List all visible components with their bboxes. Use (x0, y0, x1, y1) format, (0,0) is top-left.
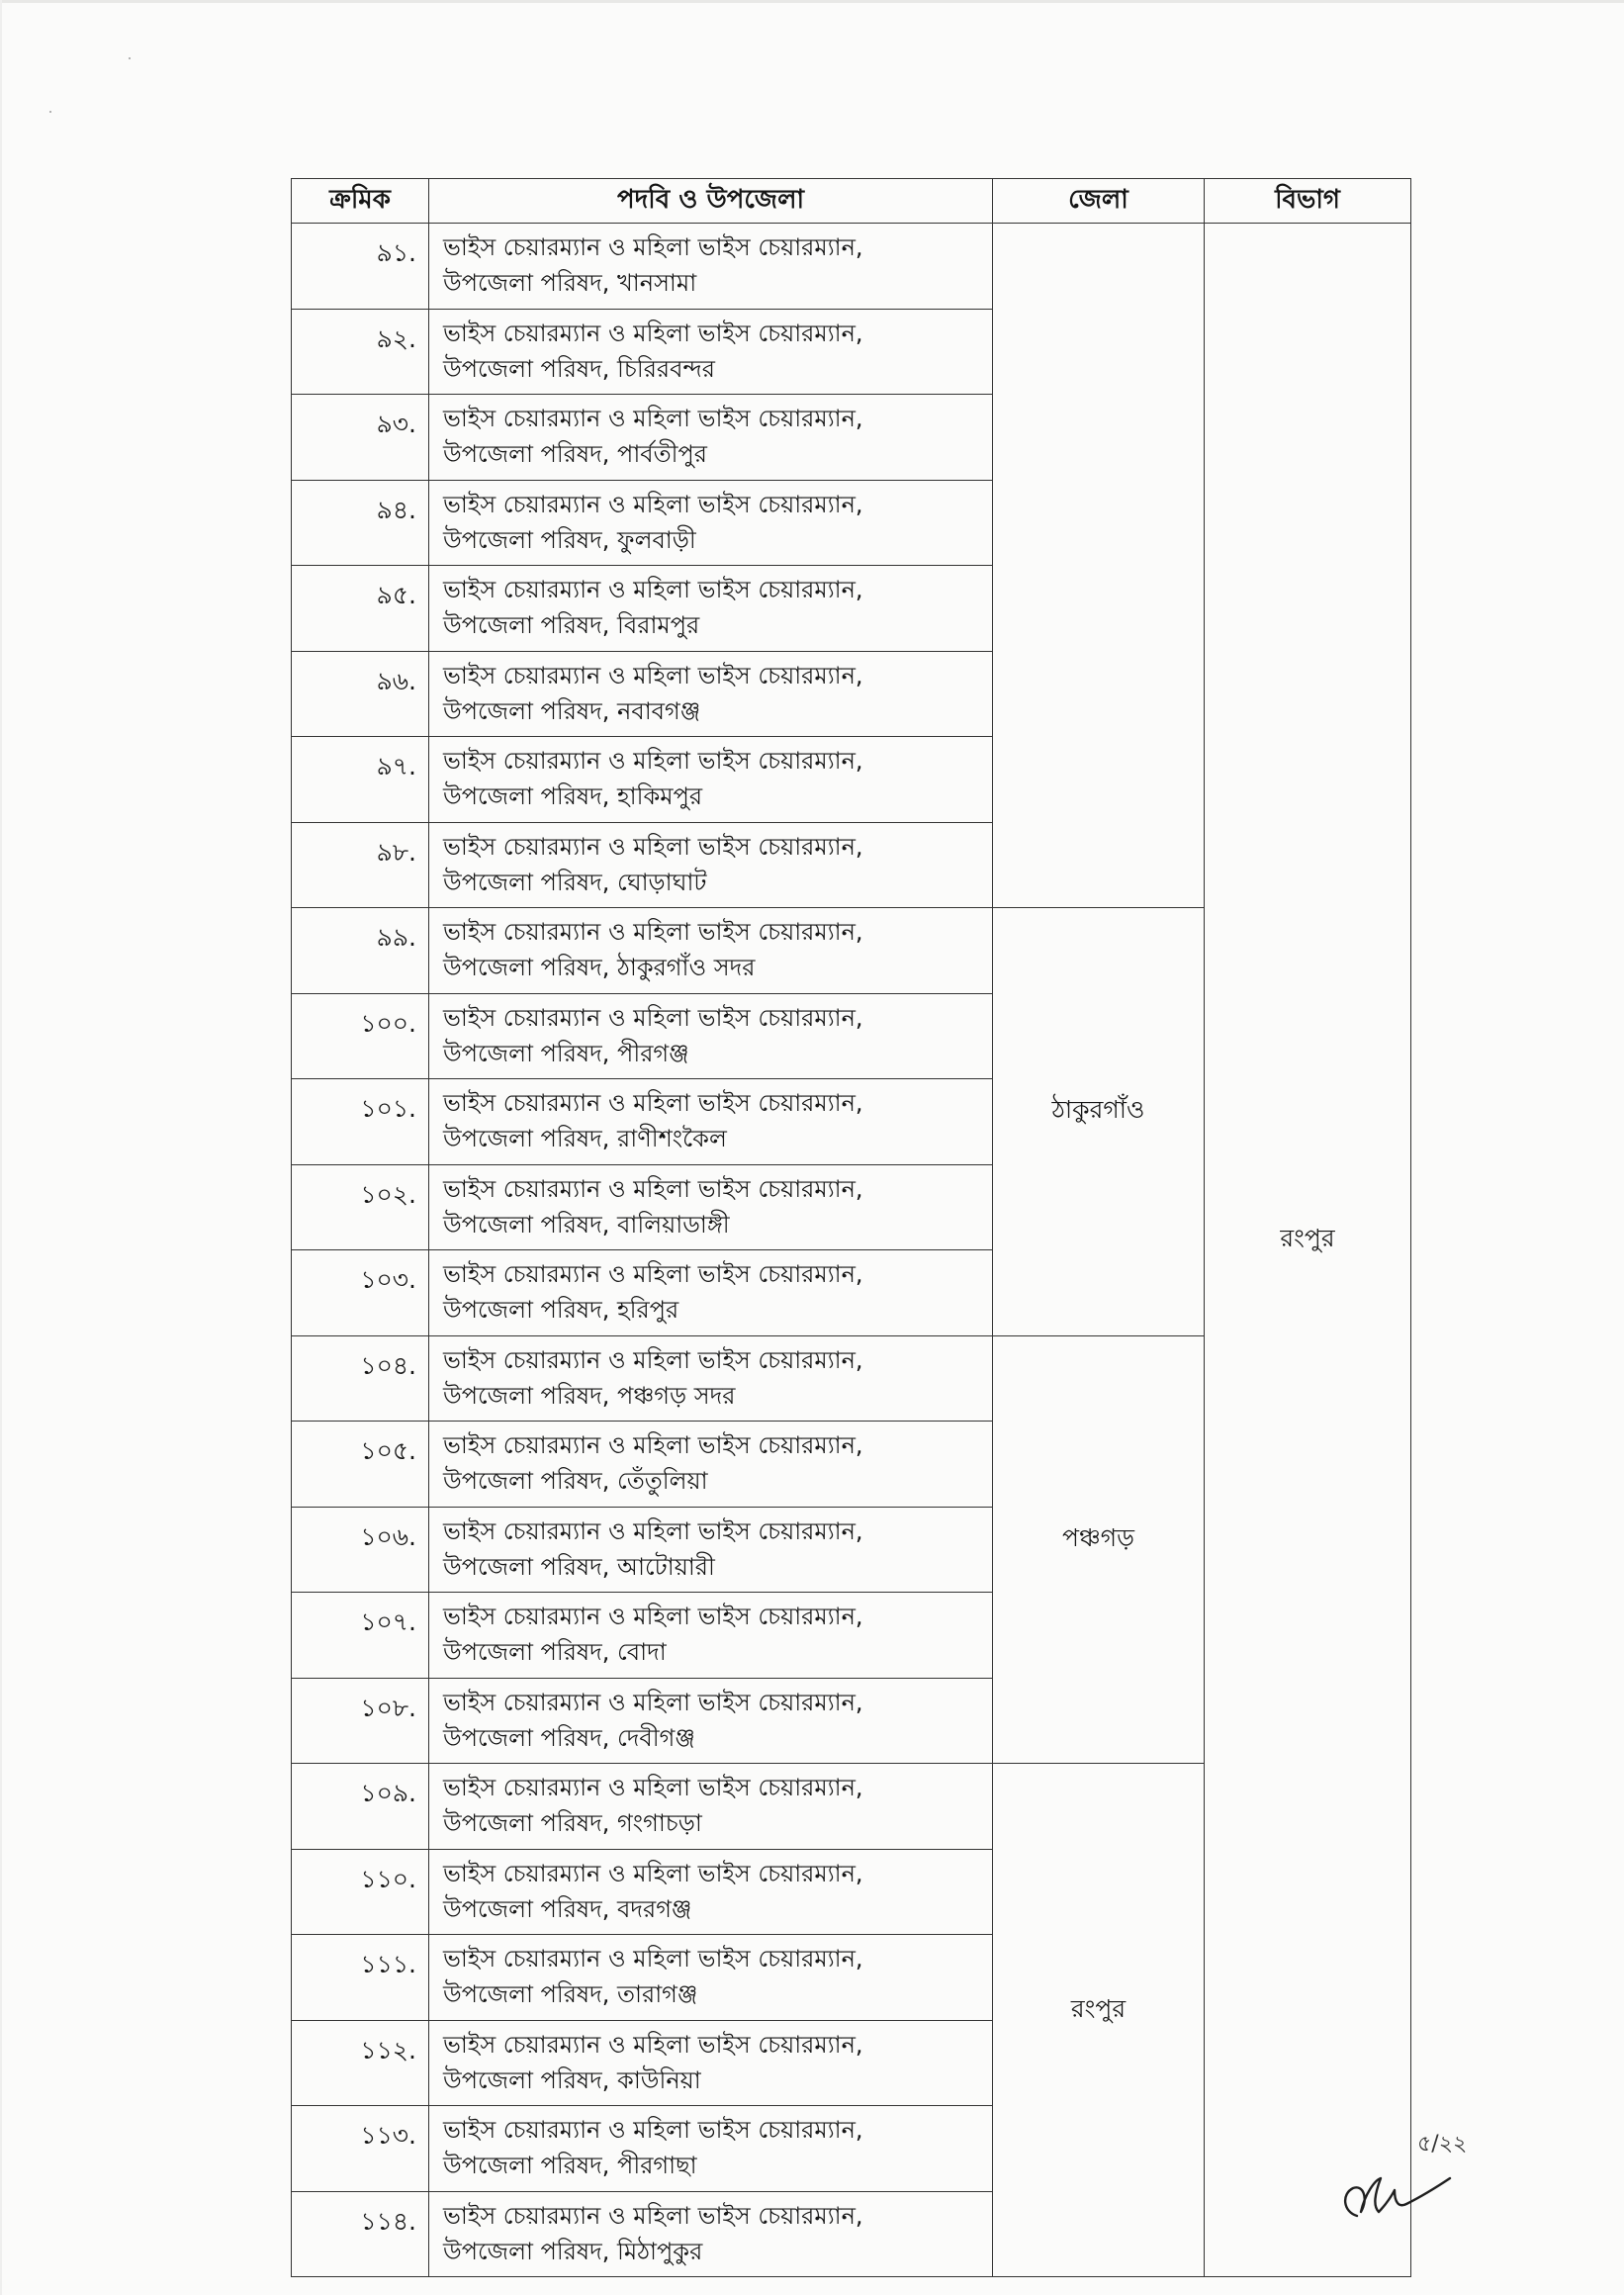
serial-cell: ৯৭. (292, 737, 429, 823)
post-cell (429, 224, 993, 310)
post-cell (429, 1422, 993, 1508)
upazila-name: উপজেলা পরিষদ, চিরিরবন্দর (443, 354, 715, 383)
serial-cell: ১০৪. (292, 1335, 429, 1422)
post-title: ভাইস চেয়ারম্যান ও মহিলা ভাইস চেয়ারম্যান, (443, 1174, 863, 1203)
serial-cell: ৯৪. (292, 480, 429, 566)
roster-body (292, 224, 1411, 2277)
post-cell (429, 993, 993, 1079)
upazila-name: উপজেলা পরিষদ, রাণীশংকৈল (443, 1125, 727, 1152)
upazila-name: উপজেলা পরিষদ, পার্বতীপুর (443, 440, 708, 468)
upazila-name: উপজেলা পরিষদ, গংগাচড়া (443, 1809, 702, 1837)
post-cell (429, 908, 993, 994)
serial-cell: ১০০. (292, 993, 429, 1079)
serial-cell: ১১৪. (292, 2191, 429, 2277)
upazila-name: উপজেলা পরিষদ, পীরগঞ্জ (443, 1039, 689, 1067)
post-title: ভাইস চেয়ারম্যান ও মহিলা ভাইস চেয়ারম্যান, (443, 1089, 863, 1117)
upazila-name: উপজেলা পরিষদ, বালিয়াডাঙ্গী (443, 1210, 730, 1239)
district-cell (993, 224, 1205, 908)
upazila-name: উপজেলা পরিষদ, হরিপুর (443, 1296, 679, 1324)
serial-cell: ১০১. (292, 1079, 429, 1165)
post-title: ভাইস চেয়ারম্যান ও মহিলা ভাইস চেয়ারম্যান, (443, 1688, 863, 1716)
post-cell (429, 651, 993, 737)
serial-cell: ১০৫. (292, 1422, 429, 1508)
post-title: ভাইস চেয়ারম্যান ও মহিলা ভাইস চেয়ারম্যান, (443, 2030, 863, 2059)
post-title: ভাইস চেয়ারম্যান ও মহিলা ভাইস চেয়ারম্যান, (443, 233, 863, 261)
post-cell (429, 1764, 993, 1850)
post-cell (429, 1164, 993, 1250)
post-title: ভাইস চেয়ারম্যান ও মহিলা ভাইস চেয়ারম্যান, (443, 1859, 863, 1887)
scan-speck (49, 111, 51, 113)
header-district: জেলা (993, 179, 1205, 224)
district-cell (993, 1335, 1205, 1764)
serial-cell: ৯৯. (292, 908, 429, 994)
post-cell (429, 566, 993, 652)
upazila-name: উপজেলা পরিষদ, ফুলবাড়ী (443, 525, 696, 554)
post-cell (429, 1678, 993, 1764)
page-number: ৫/২২ (1417, 2132, 1468, 2157)
post-cell (429, 2106, 993, 2192)
upazila-name: উপজেলা পরিষদ, বোদা (443, 1638, 667, 1666)
post-title: ভাইস চেয়ারম্যান ও মহিলা ভাইস চেয়ারম্যান, (443, 1260, 863, 1288)
post-cell (429, 1250, 993, 1336)
district-name: ঠাকুরগাঁও (1051, 1095, 1145, 1125)
scan-speck (129, 57, 131, 59)
upazila-name: উপজেলা পরিষদ, কাউনিয়া (443, 2066, 701, 2094)
post-title: ভাইস চেয়ারম্যান ও মহিলা ভাইস চেয়ারম্যান, (443, 1774, 863, 1801)
district-cell (993, 908, 1205, 1336)
serial-cell: ১১৩. (292, 2106, 429, 2192)
upazila-name: উপজেলা পরিষদ, আটোয়ারী (443, 1552, 715, 1581)
division-cell (1205, 224, 1411, 2277)
post-title: ভাইস চেয়ারম্যান ও মহিলা ভাইস চেয়ারম্যান, (443, 2201, 863, 2230)
serial-cell: ১০৭. (292, 1593, 429, 1679)
serial-cell: ৯৩. (292, 395, 429, 481)
serial-cell: ১০২. (292, 1164, 429, 1250)
serial-cell: ১০৯. (292, 1764, 429, 1850)
serial-cell: ৯৫. (292, 566, 429, 652)
district-cell (993, 1764, 1205, 2277)
serial-cell: ৯৮. (292, 822, 429, 908)
upazila-name: উপজেলা পরিষদ, ঘোড়াঘাট (443, 868, 707, 896)
signature-mark (1335, 2155, 1454, 2226)
header-serial: ক্রমিক (292, 179, 429, 224)
upazila-name: উপজেলা পরিষদ, দেবীগঞ্জ (443, 1723, 695, 1752)
post-title: ভাইস চেয়ারম্যান ও মহিলা ভাইস চেয়ারম্যান, (443, 319, 863, 347)
upazila-name: উপজেলা পরিষদ, তারাগঞ্জ (443, 1980, 698, 2008)
post-title: ভাইস চেয়ারম্যান ও মহিলা ভাইস চেয়ারম্যান, (443, 661, 863, 689)
post-title: ভাইস চেয়ারম্যান ও মহিলা ভাইস চেয়ারম্যান, (443, 576, 863, 603)
upazila-name: উপজেলা পরিষদ, মিঠাপুকুর (443, 2237, 703, 2265)
post-title: ভাইস চেয়ারম্যান ও মহিলা ভাইস চেয়ারম্যান, (443, 405, 863, 432)
serial-cell: ১১০. (292, 1849, 429, 1935)
upazila-name: উপজেলা পরিষদ, খানসামা (443, 269, 697, 297)
post-cell (429, 309, 993, 395)
table-row (292, 224, 1411, 310)
post-title: ভাইস চেয়ারম্যান ও মহিলা ভাইস চেয়ারম্যান, (443, 2116, 863, 2144)
serial-cell: ৯২. (292, 309, 429, 395)
post-title: ভাইস চেয়ারম্যান ও মহিলা ভাইস চেয়ারম্যান, (443, 918, 863, 946)
upazila-name: উপজেলা পরিষদ, তেঁতুলিয়া (443, 1467, 708, 1495)
upazila-name: উপজেলা পরিষদ, পঞ্চগড় সদর (443, 1381, 736, 1410)
post-cell (429, 1079, 993, 1165)
post-title: ভাইস চেয়ারম্যান ও মহিলা ভাইস চেয়ারম্যান, (443, 1003, 863, 1032)
post-title: ভাইস চেয়ারম্যান ও মহিলা ভাইস চেয়ারম্যান, (443, 1345, 863, 1374)
post-cell (429, 2020, 993, 2106)
header-division: বিভাগ (1205, 179, 1411, 224)
serial-cell: ১০৮. (292, 1678, 429, 1764)
upazila-name: উপজেলা পরিষদ, পীরগাছা (443, 2152, 697, 2179)
post-cell (429, 1593, 993, 1679)
upazila-name: উপজেলা পরিষদ, বিরামপুর (443, 611, 700, 639)
post-cell (429, 1849, 993, 1935)
roster-table (291, 178, 1411, 2277)
header-row (292, 179, 1411, 224)
serial-cell: ৯৬. (292, 651, 429, 737)
post-title: ভাইস চেয়ারম্যান ও মহিলা ভাইস চেয়ারম্যান, (443, 1603, 863, 1630)
post-cell (429, 480, 993, 566)
scan-left-edge (0, 0, 2, 2295)
scan-top-edge (0, 0, 1624, 3)
serial-cell: ১০৩. (292, 1250, 429, 1336)
upazila-name: উপজেলা পরিষদ, বদরগঞ্জ (443, 1894, 692, 1923)
post-cell (429, 1335, 993, 1422)
post-title: ভাইস চেয়ারম্যান ও মহিলা ভাইস চেয়ারম্যান, (443, 1945, 863, 1973)
post-title: ভাইস চেয়ারম্যান ও মহিলা ভাইস চেয়ারম্যান, (443, 1431, 863, 1459)
post-cell (429, 1935, 993, 2021)
district-name: পঞ্চগড় (1061, 1522, 1135, 1552)
upazila-name: উপজেলা পরিষদ, হাকিমপুর (443, 782, 703, 810)
upazila-name: উপজেলা পরিষদ, ঠাকুরগাঁও সদর (443, 954, 756, 981)
division-name: রংপুর (1280, 1224, 1335, 1252)
post-cell (429, 395, 993, 481)
post-cell (429, 737, 993, 823)
upazila-name: উপজেলা পরিষদ, নবাবগঞ্জ (443, 696, 701, 725)
post-title: ভাইস চেয়ারম্যান ও মহিলা ভাইস চেয়ারম্যান, (443, 832, 863, 861)
serial-cell: ১১১. (292, 1935, 429, 2021)
serial-cell: ৯১. (292, 224, 429, 310)
serial-cell: ১০৬. (292, 1507, 429, 1593)
post-title: ভাইস চেয়ারম্যান ও মহিলা ভাইস চেয়ারম্যান, (443, 747, 863, 775)
header-post: পদবি ও উপজেলা (429, 179, 993, 224)
serial-cell: ১১২. (292, 2020, 429, 2106)
post-title: ভাইস চেয়ারম্যান ও মহিলা ভাইস চেয়ারম্যান, (443, 1516, 863, 1545)
post-title: ভাইস চেয়ারম্যান ও মহিলা ভাইস চেয়ারম্যান, (443, 490, 863, 518)
post-cell (429, 2191, 993, 2277)
post-cell (429, 1507, 993, 1593)
district-name: রংপুর (1070, 1993, 1127, 2023)
post-cell (429, 822, 993, 908)
